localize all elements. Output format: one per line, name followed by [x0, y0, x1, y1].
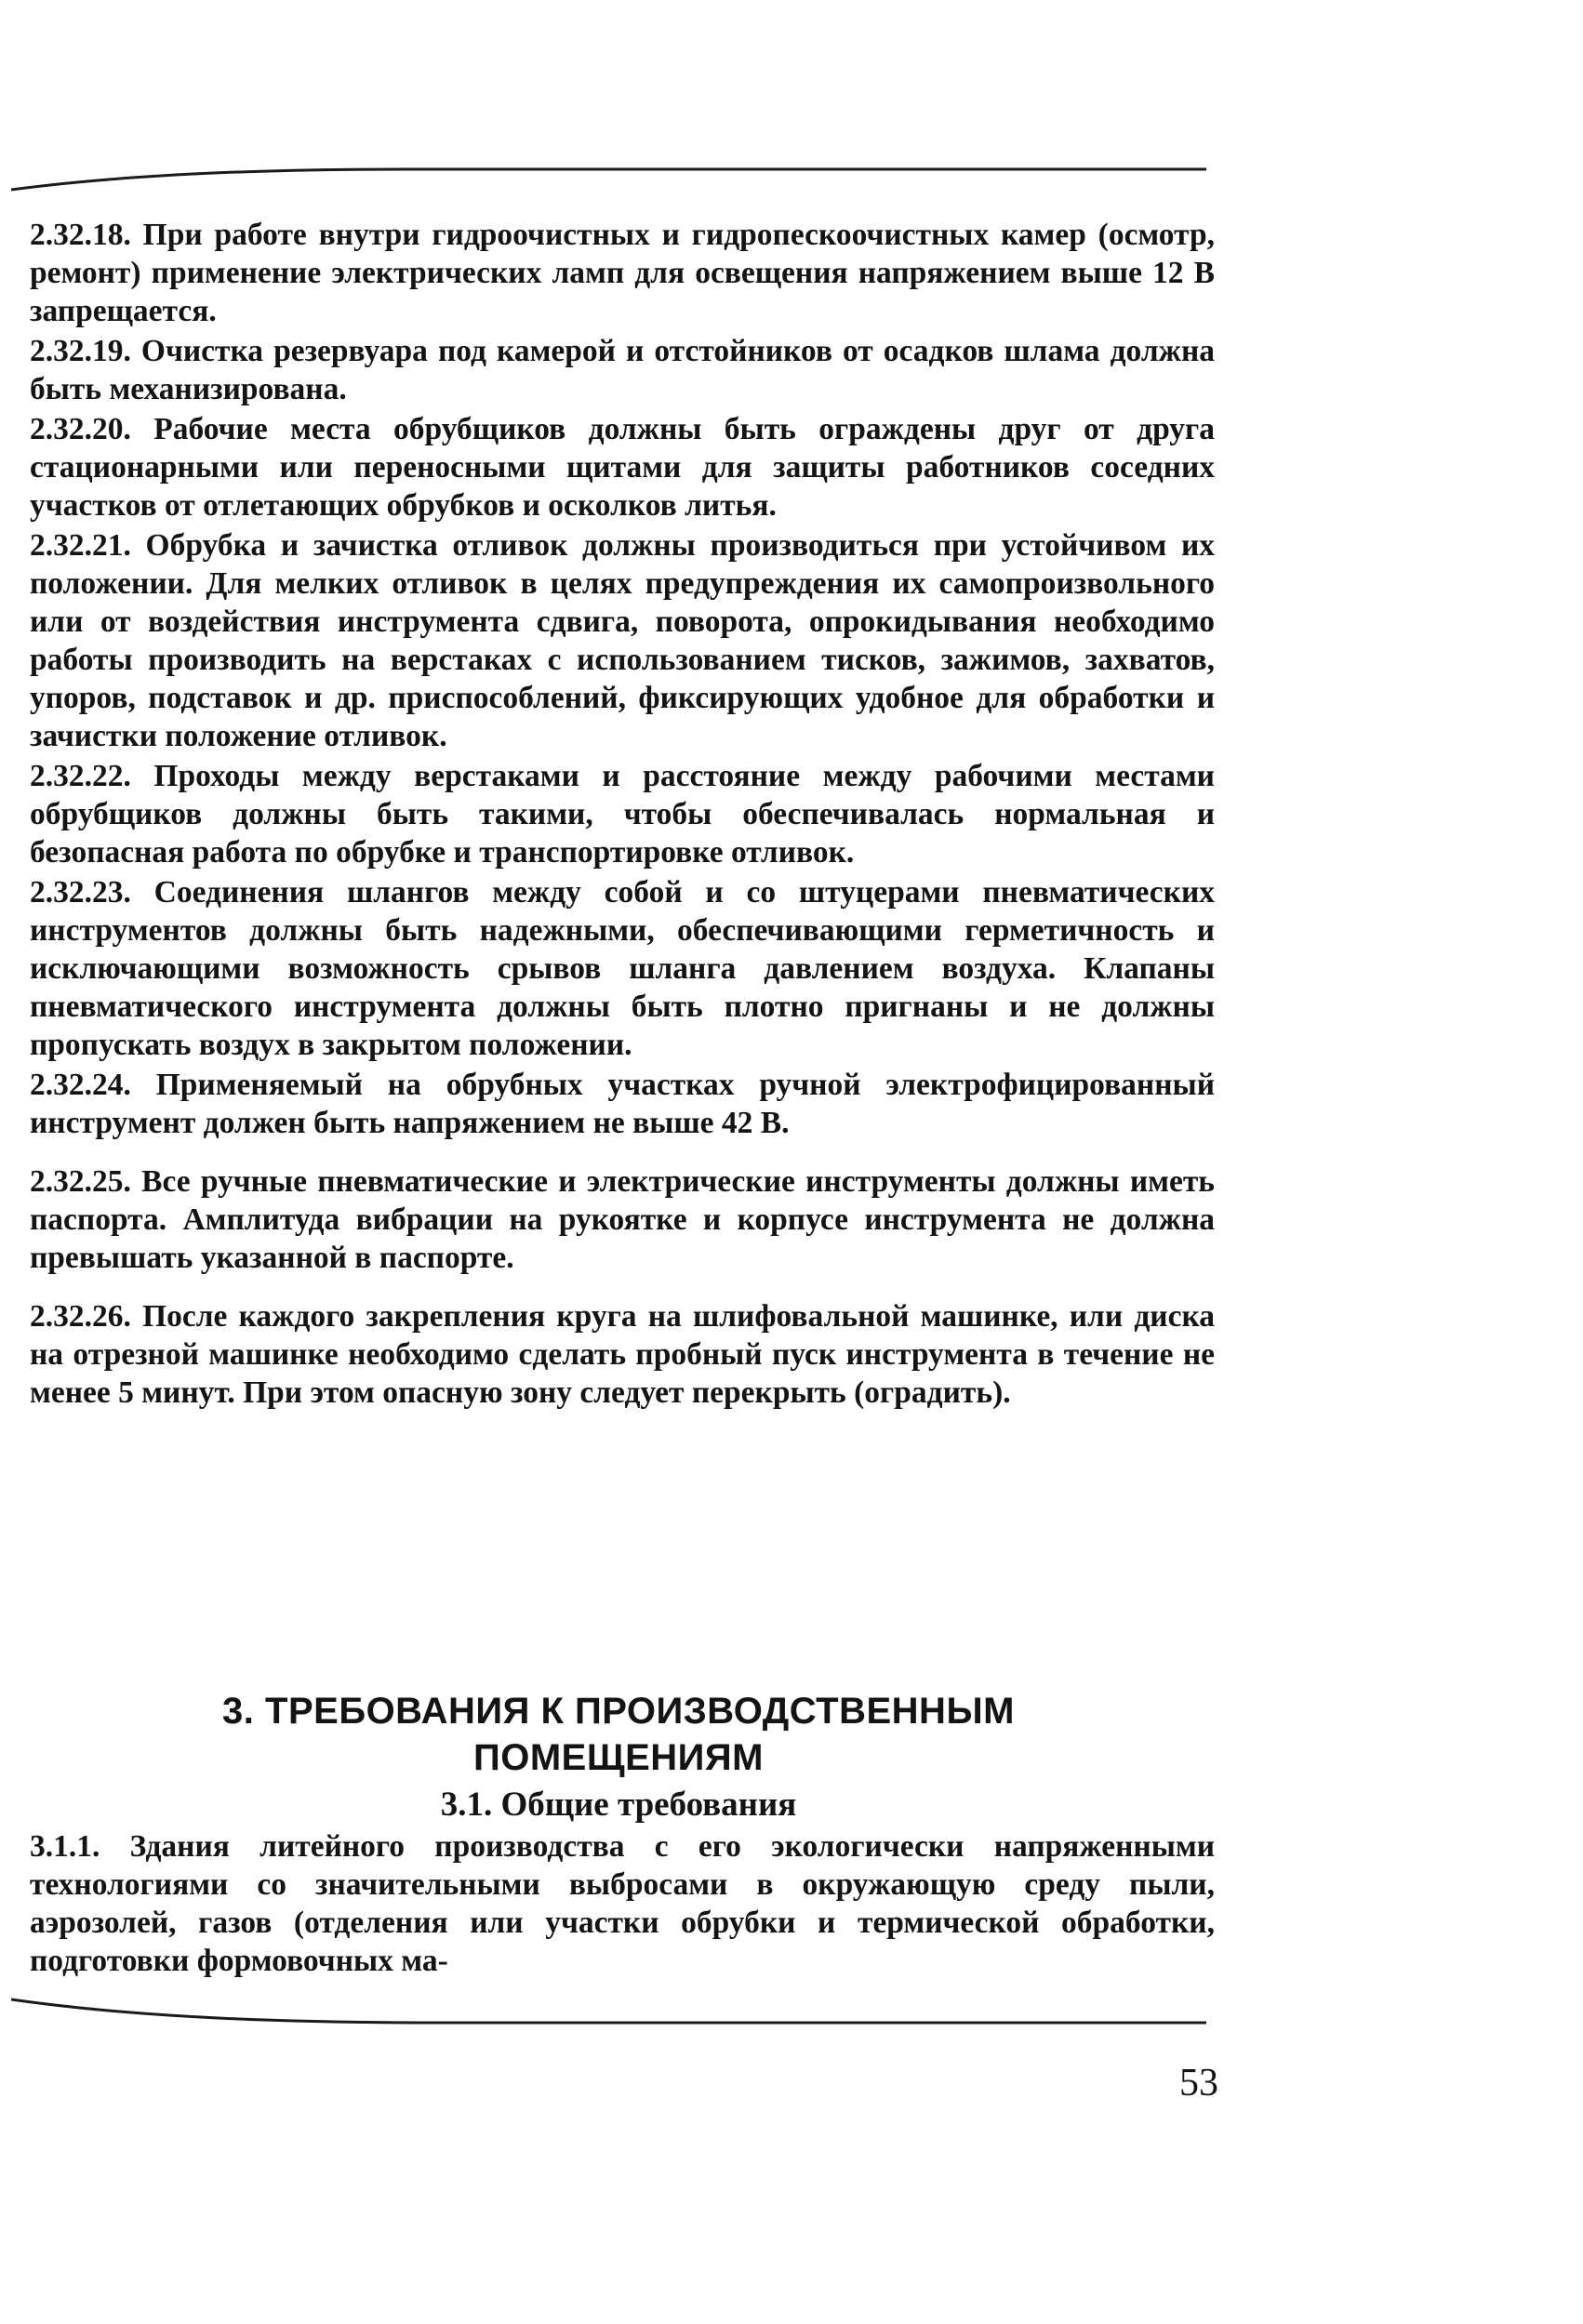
- subsection-heading: 3.1. Общие требования: [440, 1786, 797, 1824]
- section-heading-line-2: ПОМЕЩЕНИЯМ: [472, 1737, 764, 1778]
- paragraph-2-32-18: 2.32.18. При работе внутри гидроочистных и гидропескоочистных камер (осмотр, ремонт) применение электрических ламп для освещения напряжением выше 12 В запрещается.: [30, 218, 1215, 328]
- paragraph-2-32-20: 2.32.20. Рабочие места обрубщиков должны быть ограждены друг от друга стационарными или переносными щитами для защиты работников соседних участков от отлетающих обрубков и осколков литья.: [30, 412, 1215, 523]
- paragraph-3-1-1: 3.1.1. Здания литейного производства с его экологически напряженными технологиями со значительными выбросами в окружающую среду пыли, аэрозолей, газов (отделения или участки обрубки и термической обработки, подготовки формовочных ма-: [30, 1829, 1215, 1978]
- paragraph-2-32-26: 2.32.26. После каждого закрепления круга на шлифовальной машинке, или диска на отрезной машинке необходимо сделать пробный пуск инструмента в течение не менее 5 минут. При этом опасную зону следует перекрыть (оградить).: [30, 1299, 1215, 1410]
- page-number: 53: [1179, 2062, 1218, 2105]
- paragraph-2-32-24: 2.32.24. Применяемый на обрубных участках ручной электрофицированный инструмент должен быть напряжением не выше 42 В.: [30, 1068, 1215, 1140]
- section-heading: [93, 1688, 1144, 1781]
- paragraph-2-32-19: 2.32.19. Очистка резервуара под камерой и отстойников от осадков шлама должна быть механизирована.: [30, 334, 1215, 406]
- paragraph-2-32-23: 2.32.23. Соединения шлангов между собой и со штуцерами пневматических инструментов должны быть надежными, обеспечивающими герметичность и исключающими возможность срывов шланга давлением воздуха. Клапаны пневматического инструмента должны быть плотно пригнаны и не должны пропускать воздух в закрытом положении.: [30, 875, 1215, 1062]
- paragraph-2-32-21: 2.32.21. Обрубка и зачистка отливок должны производиться при устойчивом их положении. Для мелких отливок в целях предупреждения их самопроизвольного или от воздействия инструмента сдвига, поворота, опрокидывания необходимо работы производить на верстаках с использованием тисков, зажимов, захватов, упоров, подставок и др. приспособлений, фиксирующих удобное для обработки и зачистки положение отливок.: [30, 528, 1215, 753]
- top-rule: [11, 167, 1206, 192]
- body-text: [30, 216, 1215, 1412]
- paragraph-2-32-25: 2.32.25. Все ручные пневматические и электрические инструменты должны иметь паспорта. Амплитуда вибрации на рукоятке и корпусе инструмента не должна превышать указанной в паспорте.: [30, 1164, 1215, 1275]
- paragraph-2-32-22: 2.32.22. Проходы между верстаками и расстояние между рабочими местами обрубщиков должны быть такими, чтобы обеспечивалась нормальная и безопасная работа по обрубке и транспортировке отливок.: [30, 759, 1215, 870]
- section-heading-line-1: 3. ТРЕБОВАНИЯ К ПРОИЗВОДСТВЕННЫМ: [222, 1691, 1015, 1732]
- bottom-rule: [11, 1998, 1206, 2025]
